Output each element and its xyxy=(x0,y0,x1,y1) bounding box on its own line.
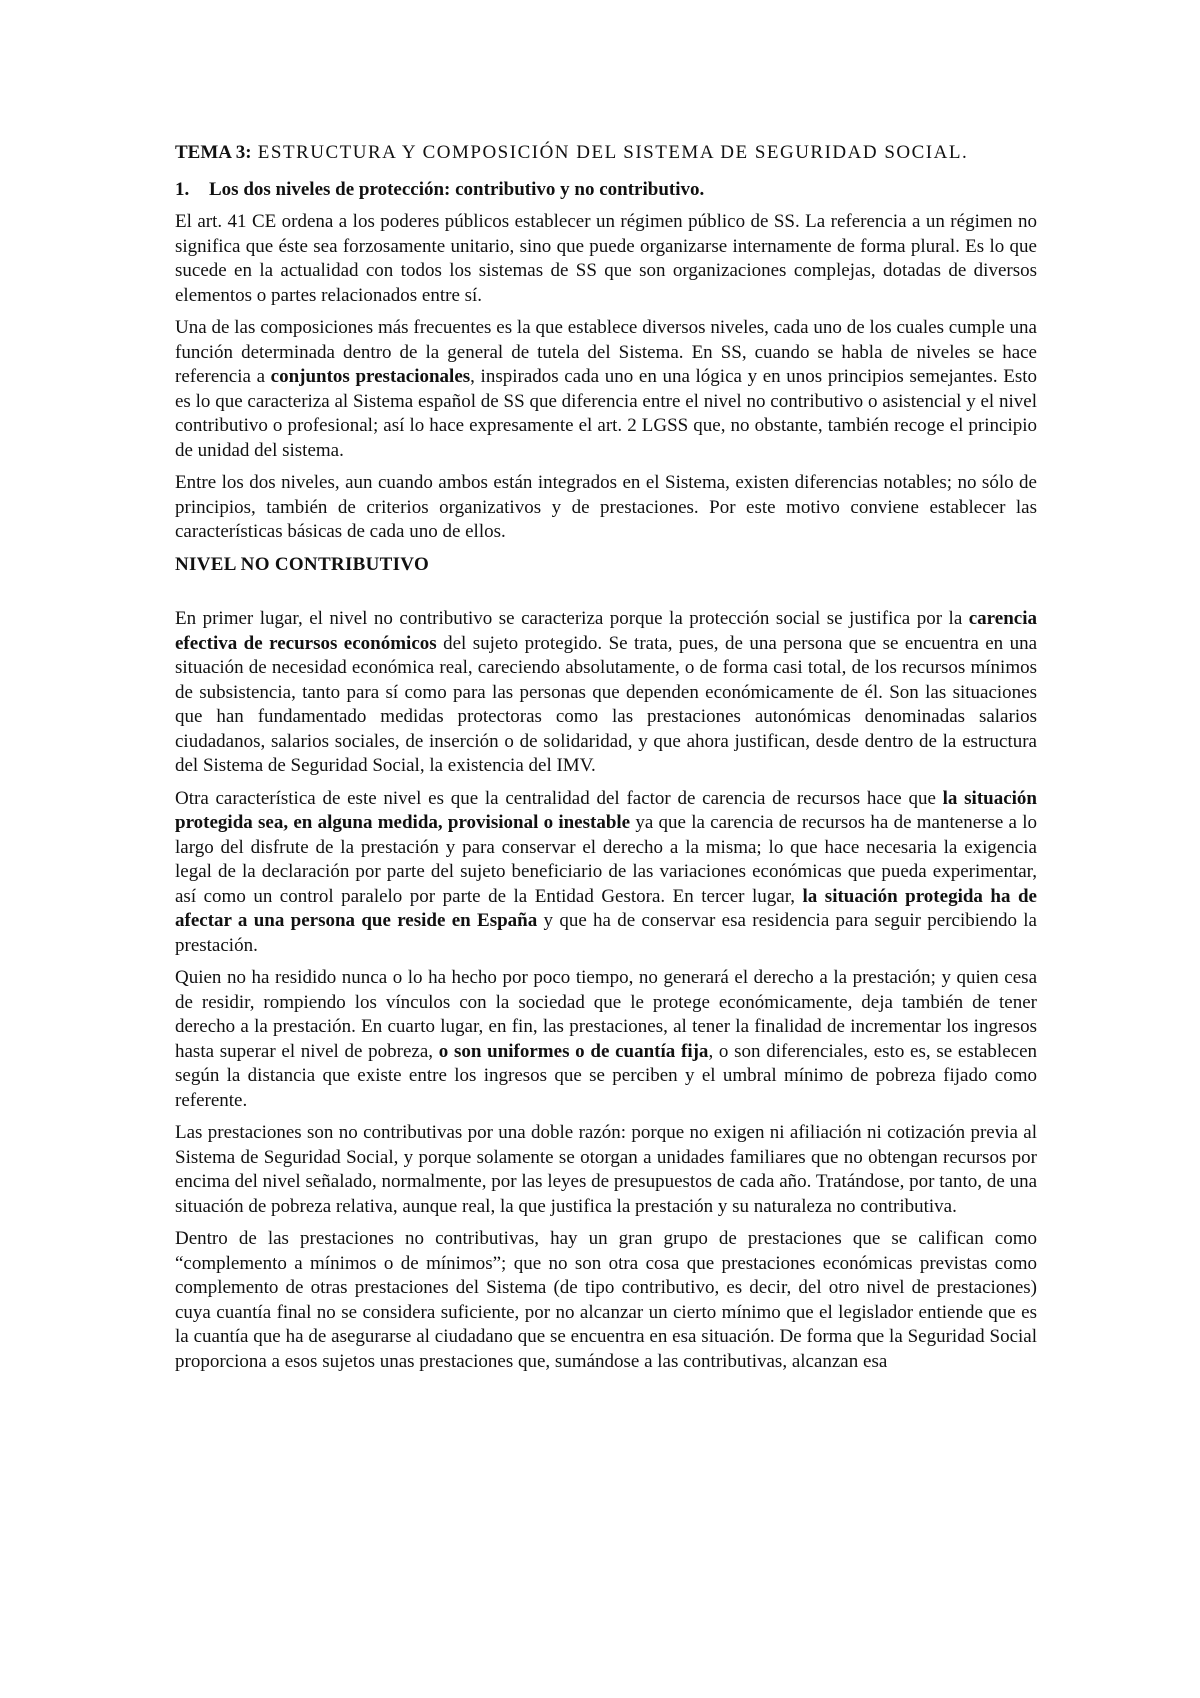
paragraph-4 xyxy=(175,607,1037,779)
section-number: 1. xyxy=(175,178,190,200)
paragraph-5-text-a: Otra característica de este nivel es que la centralidad del factor de carencia de recursos hace que xyxy=(175,787,943,809)
paragraph-5-text-e: y que ha de conservar esa residencia para seguir percibiendo la prestación. xyxy=(175,910,1037,956)
paragraph-6-bold: o son uniformes o de cuantía fija xyxy=(438,1040,709,1062)
title-rest: ESTRUCTURA Y COMPOSICIÓN DEL SISTEMA DE SEGURIDAD SOCIAL. xyxy=(251,142,969,163)
subheading-nivel-no-contributivo: NIVEL NO CONTRIBUTIVO xyxy=(175,553,430,575)
paragraph-4-bold: carencia efectiva de recursos económicos xyxy=(175,608,1037,654)
paragraph-1: El art. 41 CE ordena a los poderes públicos establecer un régimen público de SS. La referencia a un régimen no significa que éste sea forzosamente unitario, sino que puede organizarse internamente de forma plural. Es lo que sucede en la actualidad con todos los sistemas de SS que son organizaciones complejas, dotadas de diversos elementos o partes relacionados entre sí. xyxy=(175,211,1037,306)
paragraph-5 xyxy=(175,787,1037,959)
paragraph-4-text-a: En primer lugar, el nivel no contributivo se caracteriza porque la protección social se justifica por la xyxy=(175,608,969,629)
document-title xyxy=(175,141,1037,166)
paragraph-6-text-a: Quien no ha residido nunca o lo ha hecho por poco tiempo, no generará el derecho a la prestación; y quien cesa de residir, rompiendo los vínculos con la sociedad que le protege económicamente, deja también de tener derecho a la prestación. En cuarto lugar, en fin, las prestaciones, al tener la finalidad de incrementar los ingresos hasta superar el nivel de pobreza, xyxy=(175,967,1037,1062)
paragraph-7: Las prestaciones son no contributivas por una doble razón: porque no exigen ni afiliación ni cotización previa al Sistema de Seguridad Social, y porque solamente se otorgan a unidades familiares que no obtengan recursos por encima del nivel señalado, normalmente, por las leyes de presupuestos de cada año. Tratándose, por tanto, de una situación de pobreza relativa, aunque real, la que justifica la prestación y su naturaleza no contributiva. xyxy=(175,1122,1037,1217)
paragraph-2-bold: conjuntos prestacionales xyxy=(270,366,471,387)
section-heading xyxy=(175,178,1037,203)
paragraph-6 xyxy=(175,966,1037,1113)
paragraph-5-bold-1: la situación protegida sea, en alguna medida, provisional o inestable xyxy=(175,787,1037,833)
title-lead: TEMA 3: xyxy=(175,142,252,163)
paragraph-8: Dentro de las prestaciones no contributivas, hay un gran grupo de prestaciones que se califican como “complemento a mínimos o de mínimos”; que no son otra cosa que prestaciones económicas previstas como complemento de otras prestaciones del Sistema (de tipo contributivo, es decir, del otro nivel de prestaciones) cuya cuantía final no se considera suficiente, por no alcanzar un cierto mínimo que el legislador entiende que es la cuantía que ha de asegurarse al ciudadano que se encuentra en esa situación. De forma que la Seguridad Social proporciona a esos sujetos unas prestaciones que, sumándose a las contributivas, alcanzan esa xyxy=(175,1228,1037,1372)
paragraph-4-text-c: del sujeto protegido. Se trata, pues, de una persona que se encuentra en una situación de necesidad económica real, careciendo absolutamente, o de forma casi total, de los recursos mínimos de subsistencia, tanto para sí como para las personas que dependen económicamente de él. Son las situaciones que han fundamentado medidas protectoras como las prestaciones autonómicas denominadas salarios ciudadanos, salarios sociales, de inserción o de solidaridad, y que ahora justifican, desde dentro de la estructura del Sistema de Seguridad Social, la existencia del IMV. xyxy=(175,632,1037,776)
paragraph-6-text-c: , o son diferenciales, esto es, se establecen según la distancia que existe entre los ingresos que se perciben y el umbral mínimo de pobreza fijado como referente. xyxy=(175,1040,1038,1111)
section-heading-text: Los dos niveles de protección: contributivo y no contributivo. xyxy=(209,178,705,200)
document-body xyxy=(175,141,1037,1382)
paragraph-5-bold-2: la situación protegida ha de afectar a una persona que reside en España xyxy=(175,885,1037,931)
paragraph-2-text-c: , inspirados cada uno en una lógica y en unos principios semejantes. Esto es lo que caracteriza al Sistema español de SS que diferencia entre el nivel no contributivo o asistencial y el nivel contributivo o profesional; así lo hace expresamente el art. 2 LGSS que, no obstante, también recoge el principio de unidad del sistema. xyxy=(175,366,1037,461)
paragraph-5-text-c: ya que la carencia de recursos ha de mantenerse a lo largo del disfrute de la prestación y para conservar el derecho a la misma; lo que hace necesaria la exigencia legal de la declaración por parte del sujeto beneficiario de las variaciones económicas que pueda experimentar, así como un control paralelo por parte de la Entidad Gestora. En tercer lugar, xyxy=(175,812,1037,907)
paragraph-2 xyxy=(175,316,1037,463)
paragraph-3: Entre los dos niveles, aun cuando ambos están integrados en el Sistema, existen diferencias notables; no sólo de principios, también de criterios organizativos y de prestaciones. Por este motivo conviene establecer las características básicas de cada uno de ellos. xyxy=(175,472,1037,542)
paragraph-2-text-a: Una de las composiciones más frecuentes es la que establece diversos niveles, cada uno de los cuales cumple una función determinada dentro de la general de tutela del Sistema. En SS, cuando se habla de niveles se hace referencia a xyxy=(175,317,1037,387)
